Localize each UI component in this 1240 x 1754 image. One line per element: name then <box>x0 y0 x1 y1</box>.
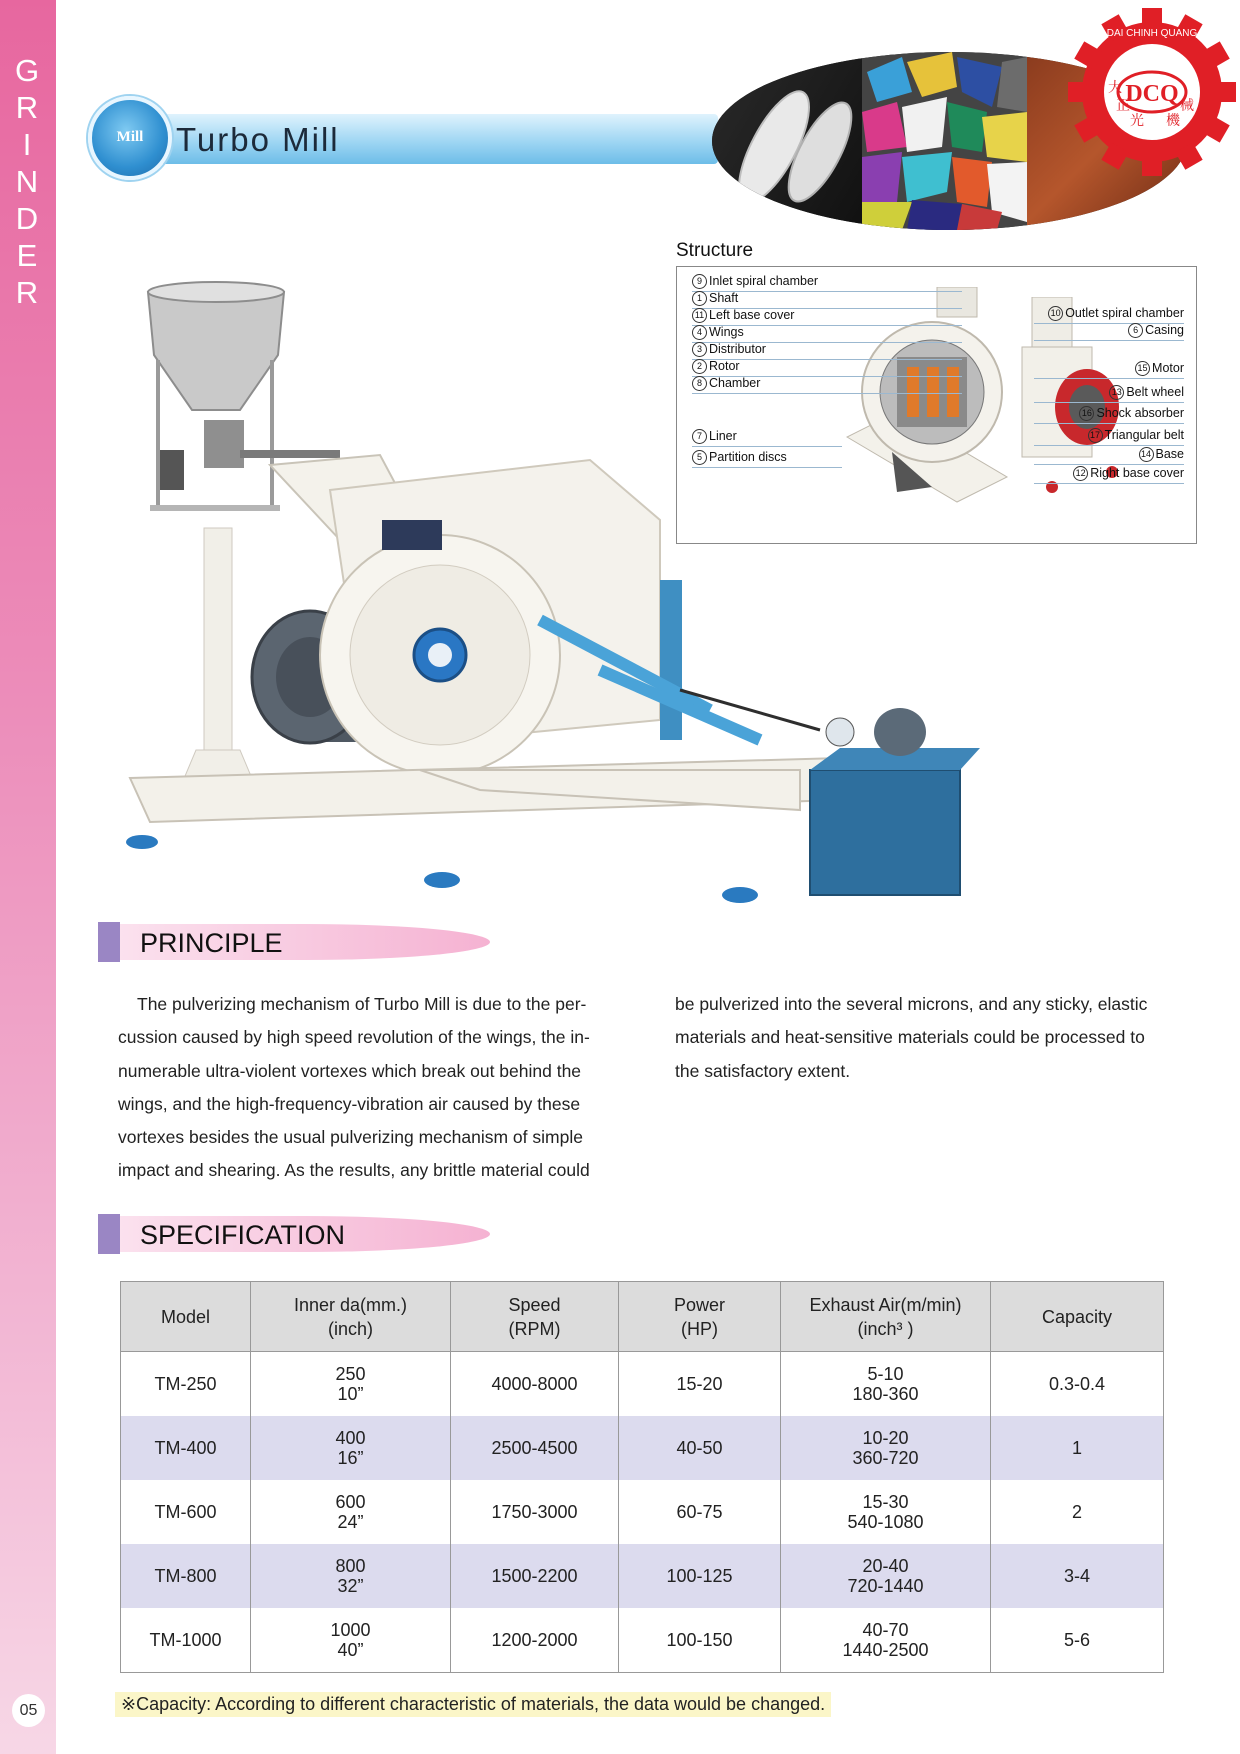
part-number: 4 <box>692 325 707 340</box>
part-name: Triangular belt <box>1104 428 1184 442</box>
structure-label-right <box>1135 361 1184 376</box>
sidebar-letter: G <box>14 53 42 88</box>
mill-logo-text: Mill <box>116 129 144 145</box>
part-number: 3 <box>692 342 707 357</box>
cell-power: 100-125 <box>619 1544 781 1608</box>
table-row <box>121 1608 1164 1673</box>
cell-exhaust-air: 40-70 1440-2500 <box>781 1608 991 1673</box>
leader-line <box>692 446 842 447</box>
principle-text-column-left <box>118 988 618 1188</box>
cell-capacity: 0.3-0.4 <box>991 1352 1164 1417</box>
principle-left-line: vortexes besides the usual pulverizing mechanism of simple <box>118 1127 583 1148</box>
structure-label-right <box>1088 428 1184 443</box>
header-power: Power (HP) <box>619 1282 781 1352</box>
structure-label-left <box>692 274 818 289</box>
cell-speed: 2500-4500 <box>451 1416 619 1480</box>
cell-exhaust-air: 5-10 180-360 <box>781 1352 991 1417</box>
leader-line <box>1034 378 1184 379</box>
part-name: Base <box>1155 447 1184 461</box>
table-row <box>121 1480 1164 1544</box>
leader-line <box>1034 464 1184 465</box>
principle-heading: PRINCIPLE <box>140 928 283 958</box>
structure-label-left <box>692 359 740 374</box>
part-name: Left base cover <box>709 308 795 322</box>
specification-section-header <box>98 1214 488 1254</box>
part-name: Rotor <box>709 359 740 373</box>
logo-ring-text: DAI CHINH QUANG <box>1106 28 1198 39</box>
cell-model: TM-250 <box>121 1352 251 1417</box>
cell-power: 100-150 <box>619 1608 781 1673</box>
page-number: 05 <box>12 1694 45 1727</box>
cell-capacity: 5-6 <box>991 1608 1164 1673</box>
part-number: 11 <box>692 308 707 323</box>
sidebar-letter: E <box>16 238 40 273</box>
structure-label-right <box>1079 406 1184 421</box>
structure-label-right <box>1073 466 1184 481</box>
part-number: 17 <box>1088 428 1103 443</box>
logo-cjk-5: 械 <box>1180 97 1194 113</box>
structure-diagram-panel <box>676 266 1197 544</box>
sidebar-letter: D <box>15 201 41 236</box>
specification-table-wrapper <box>120 1281 1163 1673</box>
part-number: 7 <box>692 429 707 444</box>
cell-model: TM-600 <box>121 1480 251 1544</box>
part-number: 1 <box>692 291 707 306</box>
part-name: Chamber <box>709 376 761 390</box>
part-number: 2 <box>692 359 707 374</box>
part-number: 10 <box>1048 306 1063 321</box>
capacity-note: ※Capacity: According to different characteristic of materials, the data would be changed. <box>115 1692 831 1717</box>
cell-power: 15-20 <box>619 1352 781 1417</box>
part-name: Motor <box>1152 361 1184 375</box>
leader-line <box>1034 483 1184 484</box>
part-name: Outlet spiral chamber <box>1065 306 1184 320</box>
table-row <box>121 1544 1164 1608</box>
structure-label-left <box>692 450 787 465</box>
part-number: 5 <box>692 450 707 465</box>
page-title: Turbo Mill <box>176 121 340 158</box>
cell-inner-diameter: 1000 40” <box>251 1608 451 1673</box>
part-name: Distributor <box>709 342 766 356</box>
cell-inner-diameter: 800 32” <box>251 1544 451 1608</box>
structure-title: Structure <box>676 240 754 261</box>
sidebar-letter: R <box>15 90 41 125</box>
part-name: Wings <box>709 325 744 339</box>
logo-cjk-3: 光 <box>1130 112 1144 128</box>
plastic-scraps-photo <box>862 52 1027 230</box>
cell-power: 60-75 <box>619 1480 781 1544</box>
cell-model: TM-400 <box>121 1416 251 1480</box>
cell-exhaust-air: 20-40 720-1440 <box>781 1544 991 1608</box>
cell-exhaust-air: 10-20 360-720 <box>781 1416 991 1480</box>
dcq-company-logo <box>1068 8 1236 176</box>
principle-left-line: The pulverizing mechanism of Turbo Mill is due to the per- <box>137 994 587 1014</box>
part-number: 15 <box>1135 361 1150 376</box>
cell-speed: 4000-8000 <box>451 1352 619 1417</box>
cell-speed: 1750-3000 <box>451 1480 619 1544</box>
table-header-row <box>121 1282 1164 1352</box>
principle-left-line: numerable ultra-violent vortexes which break out behind the <box>118 1060 582 1081</box>
structure-label-left <box>692 376 760 391</box>
part-number: 12 <box>1073 466 1088 481</box>
part-name: Inlet spiral chamber <box>709 274 819 288</box>
cell-inner-diameter: 400 16” <box>251 1416 451 1480</box>
sidebar-letter: N <box>15 164 41 199</box>
leader-line <box>1034 423 1184 424</box>
cell-speed: 1500-2200 <box>451 1544 619 1608</box>
principle-left-line: impact and shearing. As the results, any brittle material could <box>118 1160 590 1181</box>
structure-label-right <box>1128 323 1184 338</box>
leader-line <box>1034 402 1184 403</box>
sidebar-letter: I <box>22 127 34 162</box>
part-number: 8 <box>692 376 707 391</box>
cell-power: 40-50 <box>619 1416 781 1480</box>
logo-cjk-1: 大 <box>1108 79 1122 95</box>
principle-left-line: cussion caused by high speed revolution of the wings, the in- <box>118 1027 590 1048</box>
structure-label-left <box>692 429 737 444</box>
structure-label-right <box>1048 306 1184 321</box>
cell-model: TM-800 <box>121 1544 251 1608</box>
cell-exhaust-air: 15-30 540-1080 <box>781 1480 991 1544</box>
cell-speed: 1200-2000 <box>451 1608 619 1673</box>
part-name: Shock absorber <box>1096 406 1184 420</box>
structure-label-left <box>692 308 794 323</box>
principle-text-column-right <box>675 988 1175 1088</box>
cell-capacity: 1 <box>991 1416 1164 1480</box>
part-name: Partition discs <box>709 450 787 464</box>
principle-right-line: be pulverized into the several microns, and any sticky, elastic <box>675 994 1148 1014</box>
shoe-sole-photo <box>712 52 862 230</box>
leader-line <box>1034 340 1184 341</box>
cell-inner-diameter: 250 10” <box>251 1352 451 1417</box>
principle-right-line: the satisfactory extent. <box>675 1060 851 1081</box>
cell-capacity: 2 <box>991 1480 1164 1544</box>
principle-right-line: materials and heat-sensitive materials could be processed to <box>675 1027 1145 1048</box>
specification-heading: SPECIFICATION <box>140 1220 346 1250</box>
principle-header-bar <box>98 922 120 962</box>
cell-capacity: 3-4 <box>991 1544 1164 1608</box>
part-number: 9 <box>692 274 707 289</box>
leader-line <box>1034 445 1184 446</box>
header-model: Model <box>121 1282 251 1352</box>
specification-header-bar <box>98 1214 120 1254</box>
logo-dcq-text: DCQ <box>1125 81 1179 107</box>
part-name: Casing <box>1145 323 1184 337</box>
principle-section-header <box>98 922 488 962</box>
logo-cjk-4: 機 <box>1166 112 1180 128</box>
part-name: Shaft <box>709 291 739 305</box>
structure-label-left <box>692 342 766 357</box>
leader-line <box>692 393 962 394</box>
mill-logo-badge <box>88 96 172 180</box>
principle-left-line: wings, and the high-frequency-vibration air caused by these <box>118 1093 581 1114</box>
header-speed: Speed (RPM) <box>451 1282 619 1352</box>
structure-label-right <box>1109 385 1184 400</box>
specification-table <box>120 1281 1164 1673</box>
cell-model: TM-1000 <box>121 1608 251 1673</box>
part-number: 16 <box>1079 406 1094 421</box>
part-name: Right base cover <box>1090 466 1184 480</box>
structure-label-left <box>692 291 738 306</box>
header-exhaust-air: Exhaust Air(m/min) (inch³ ) <box>781 1282 991 1352</box>
sidebar-category-word <box>6 52 50 311</box>
logo-cjk-2: 正 <box>1116 97 1130 113</box>
header-inner-diameter: Inner da(mm.) (inch) <box>251 1282 451 1352</box>
table-row <box>121 1352 1164 1417</box>
part-number: 6 <box>1128 323 1143 338</box>
header-capacity: Capacity <box>991 1282 1164 1352</box>
structure-label-left <box>692 325 744 340</box>
leader-line <box>692 467 842 468</box>
part-number: 14 <box>1139 447 1154 462</box>
part-number: 13 <box>1109 385 1124 400</box>
part-name: Belt wheel <box>1126 385 1184 399</box>
sidebar-letter: R <box>15 275 41 310</box>
cell-inner-diameter: 600 24” <box>251 1480 451 1544</box>
table-row <box>121 1416 1164 1480</box>
part-name: Liner <box>709 429 737 443</box>
structure-label-right <box>1139 447 1185 462</box>
